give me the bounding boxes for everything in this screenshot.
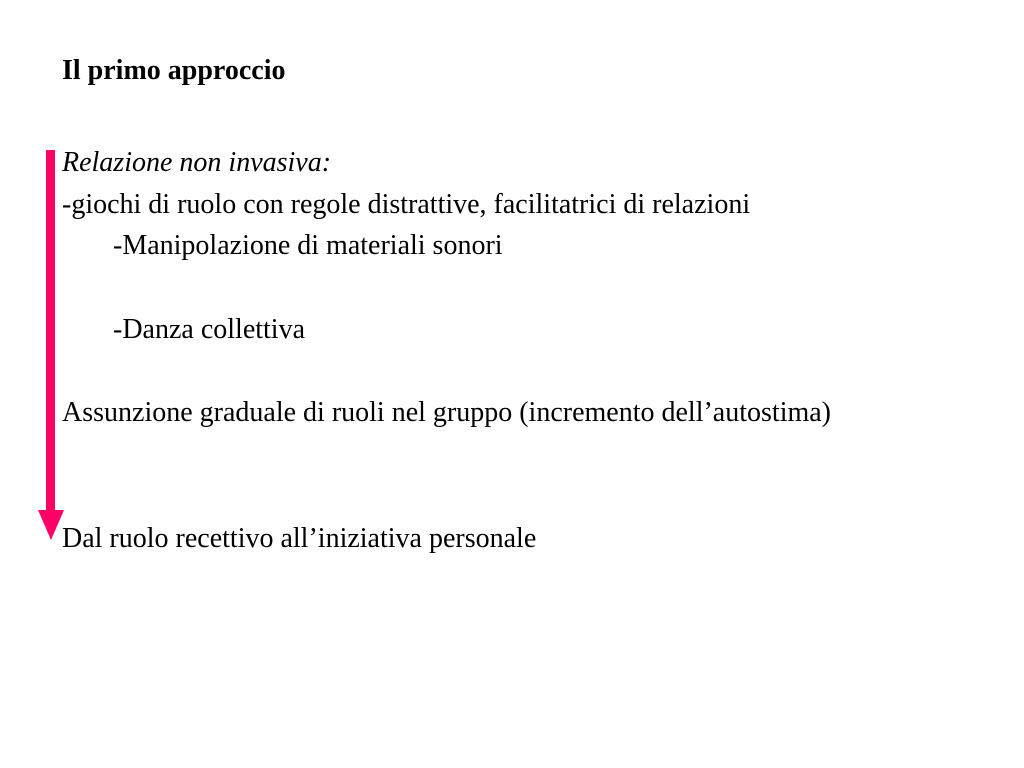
slide-title: Il primo approccio [62, 55, 286, 86]
list-item-giochi: -giochi di ruolo con regole distrattive, facilitatrici di relazioni [62, 189, 751, 220]
list-item-ruolo: Dal ruolo recettivo all’iniziativa personale [62, 523, 537, 554]
arrow-shaft [46, 150, 55, 515]
list-item-danza: -Danza collettiva [113, 314, 306, 345]
list-item-assunzione: Assunzione graduale di ruoli nel gruppo (incremento dell’autostima) [62, 397, 832, 428]
arrow-head [38, 510, 64, 540]
list-item-manipolazione: -Manipolazione di materiali sonori [113, 230, 503, 261]
subtitle-text: Relazione non invasiva: [62, 147, 332, 178]
